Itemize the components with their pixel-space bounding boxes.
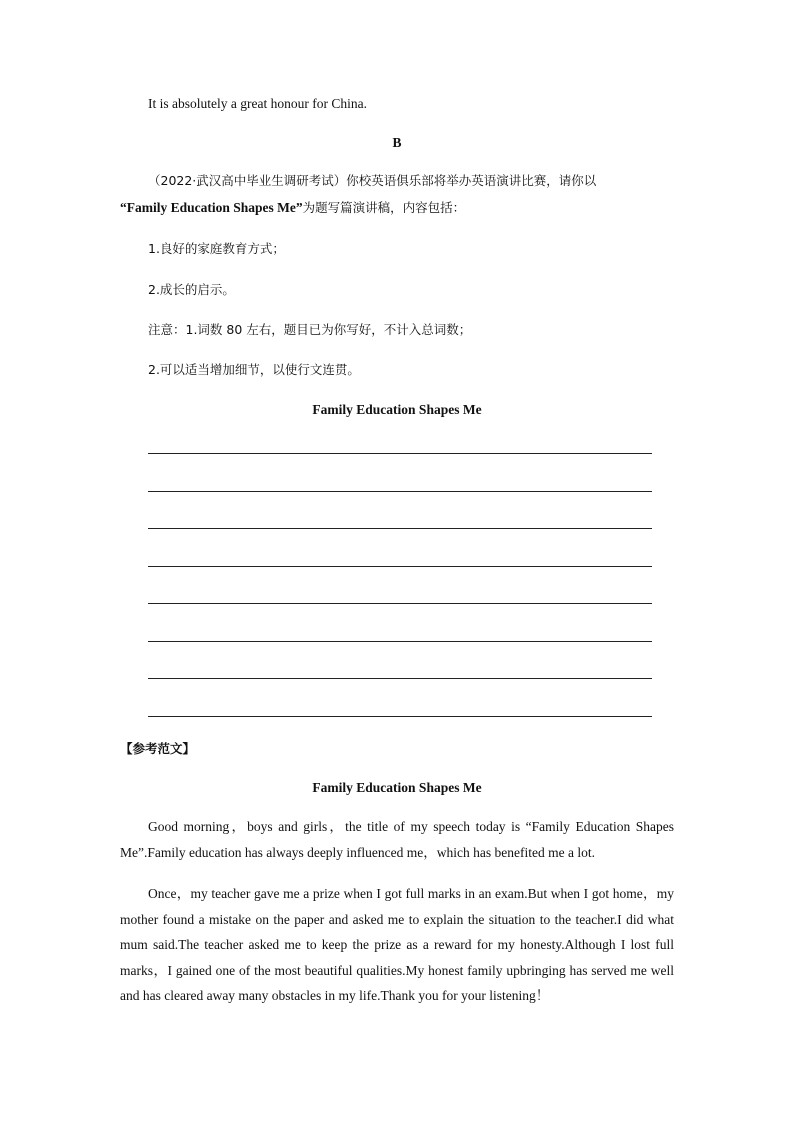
intro-line: It is absolutely a great honour for China. xyxy=(148,96,367,111)
writing-line xyxy=(148,678,652,679)
writing-line xyxy=(148,491,652,492)
sample-title: Family Education Shapes Me xyxy=(312,780,482,795)
writing-line xyxy=(148,528,652,529)
essay-title: Family Education Shapes Me xyxy=(312,402,482,417)
prompt-line-1: （2022·武汉高中毕业生调研考试）你校英语俱乐部将举办英语演讲比赛，请你以 xyxy=(148,173,597,188)
sample-paragraph-2: Once，my teacher gave me a prize when I got full marks in an exam.But when I got home，my mother found a mistake on the paper and asked me to explain the situation to the teacher.I did what mum said.The teacher asked me to keep the prize as a reward for my honesty.Although I lost full marks，I gained one of the most beautiful qualities.My honest family upbringing has served me well and has cleared away many obstacles in my life.Thank you for your listening！ xyxy=(120,886,674,1003)
section-label: B xyxy=(392,135,402,150)
writing-line xyxy=(148,566,652,567)
sample-paragraph-1: Good morning，boys and girls，the title of my speech today is “Family Education Shapes Me”.Family education has always deeply influenced me，which has benefited me a lot. xyxy=(120,819,674,860)
prompt-line-2-rest: 为题写篇演讲稿，内容包括： xyxy=(302,200,466,215)
prompt-line-2 xyxy=(120,199,465,217)
note-2: 2.可以适当增加细节，以使行文连贯。 xyxy=(148,362,360,377)
writing-line xyxy=(148,716,652,717)
writing-line xyxy=(148,641,652,642)
prompt-title-quote: “Family Education Shapes Me” xyxy=(120,200,303,215)
requirement-2: 2.成长的启示。 xyxy=(148,282,235,297)
writing-line xyxy=(148,453,652,454)
writing-line xyxy=(148,603,652,604)
requirement-1: 1.良好的家庭教育方式； xyxy=(148,241,285,256)
note-1: 注意：1.词数 80 左右，题目已为你写好，不计入总词数； xyxy=(148,322,472,337)
answer-label: 【参考范文】 xyxy=(120,741,196,756)
